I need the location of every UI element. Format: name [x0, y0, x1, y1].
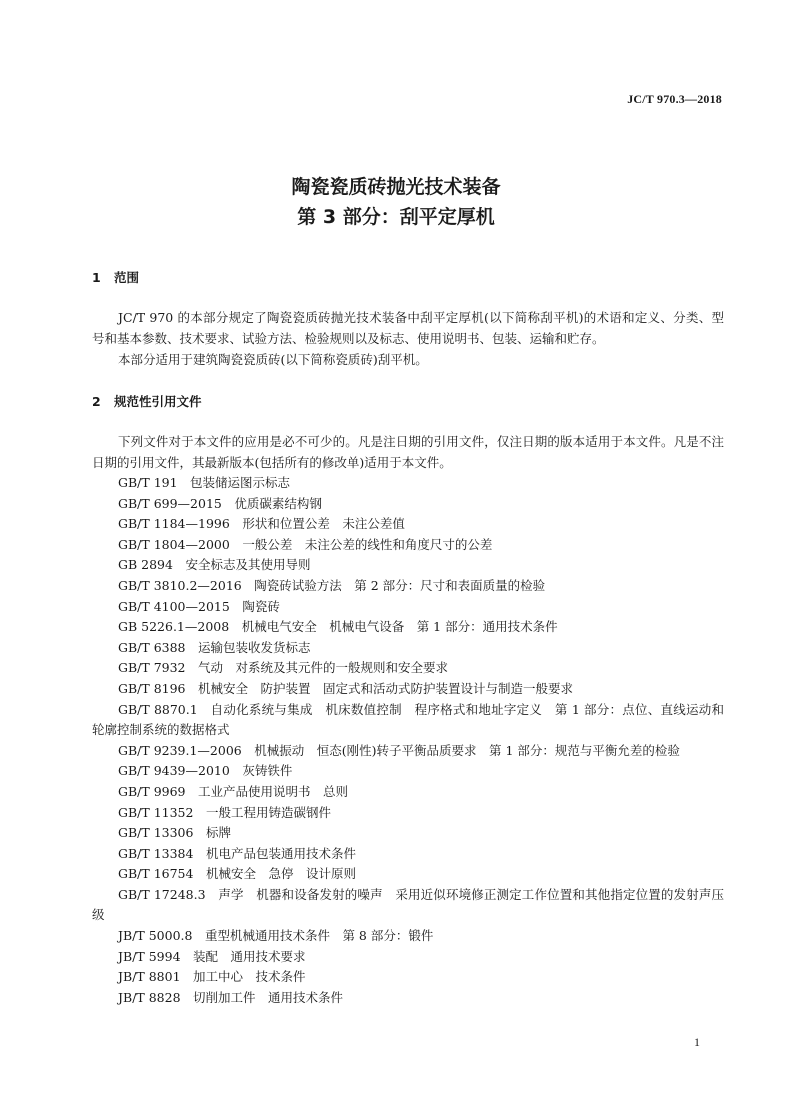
document-subtitle: 第 3 部分：刮平定厚机: [297, 206, 495, 228]
reference-item: GB/T 191 包装储运图示标志: [118, 475, 291, 490]
scope-paragraph-2: 本部分适用于建筑陶瓷瓷质砖(以下简称瓷质砖)刮平机。: [118, 352, 428, 367]
reference-item: JB/T 5994 装配 通用技术要求: [118, 948, 306, 964]
document-title: 陶瓷瓷质砖抛光技术装备: [291, 176, 501, 198]
reference-item: GB/T 8870.1 自动化系统与集成 机床数值控制 程序格式和地址字定义 第 1 部分：点位、直线运动和轮廓控制系统的数据格式: [92, 701, 724, 738]
reference-item: GB/T 8196 机械安全 防护装置 固定式和活动式防护装置设计与制造一般要求: [118, 680, 574, 696]
section-number: 1: [92, 270, 101, 285]
reference-item: GB/T 7932 气动 对系统及其元件的一般规则和安全要求: [118, 660, 449, 676]
reference-item: GB/T 9239.1—2006 机械振动 恒态(刚性)转子平衡品质要求 第 1 部分：规范与平衡允差的检验: [118, 742, 680, 758]
reference-item: GB/T 6388 运输包装收发货标志: [118, 639, 311, 655]
reference-item: GB/T 13384 机电产品包装通用技术条件: [118, 845, 356, 861]
reference-list: [92, 473, 724, 1008]
reference-item: GB/T 9439—2010 灰铸铁件: [118, 763, 293, 779]
section-title: 规范性引用文件: [114, 394, 202, 409]
standard-code: JC/T 970.3—2018: [627, 92, 722, 106]
reference-item: GB/T 4100—2015 陶瓷砖: [118, 598, 280, 614]
reference-item: GB 5226.1—2008 机械电气安全 机械电气设备 第 1 部分：通用技术条件: [118, 619, 558, 635]
reference-item: JB/T 8801 加工中心 技术条件: [118, 969, 306, 985]
section-title: 范围: [114, 270, 140, 285]
section-heading-scope: [92, 268, 139, 286]
reference-item: GB/T 13306 标牌: [118, 825, 231, 841]
references-intro-paragraph: 下列文件对于本文件的应用是必不可少的。凡是注日期的引用文件，仅注日期的版本适用于本文件。凡是不注日期的引用文件，其最新版本(包括所有的修改单)适用于本文件。: [92, 434, 724, 470]
section-heading-normative-references: [92, 392, 202, 410]
page-number: 1: [694, 1035, 700, 1049]
reference-item: GB/T 17248.3 声学 机器和设备发射的噪声 采用近似环境修正测定工作位置和其他指定位置的发射声压级: [92, 886, 724, 923]
reference-item: GB/T 699—2015 优质碳素结构钢: [118, 495, 322, 511]
reference-item: GB 2894 安全标志及其使用导则: [118, 557, 311, 573]
reference-item: GB/T 11352 一般工程用铸造碳钢件: [118, 804, 331, 820]
reference-item: JB/T 8828 切削加工件 通用技术条件: [118, 989, 344, 1005]
reference-item: GB/T 3810.2—2016 陶瓷砖试验方法 第 2 部分：尺寸和表面质量的检验: [118, 577, 546, 593]
scope-paragraph-1: JC/T 970 的本部分规定了陶瓷瓷质砖抛光技术装备中刮平定厚机(以下简称刮平机)的术语和定义、分类、型号和基本参数、技术要求、试验方法、检验规则以及标志、使用说明书、包装、运输和贮存。: [92, 310, 724, 346]
reference-item: GB/T 1804—2000 一般公差 未注公差的线性和角度尺寸的公差: [118, 536, 493, 552]
reference-item: GB/T 16754 机械安全 急停 设计原则: [118, 866, 356, 882]
reference-item: GB/T 9969 工业产品使用说明书 总则: [118, 783, 349, 799]
section-number: 2: [92, 394, 101, 409]
reference-item: JB/T 5000.8 重型机械通用技术条件 第 8 部分：锻件: [118, 928, 434, 944]
reference-item: GB/T 1184—1996 形状和位置公差 未注公差值: [118, 516, 405, 532]
